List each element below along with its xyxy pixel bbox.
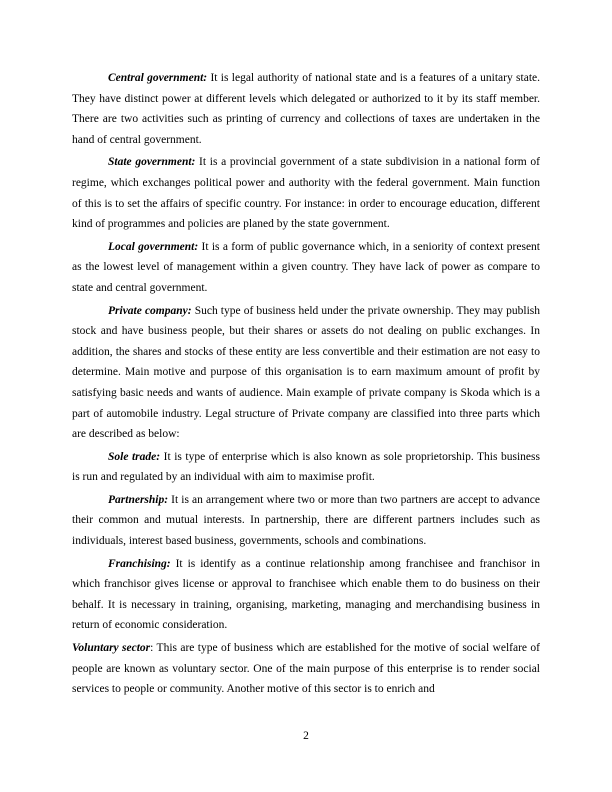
paragraph-text: It is an arrangement where two or more than two partners are accept to advance their common and mutual interests. In partnership, there are different partners includes such as individuals, interest based business, governments, schools and combinations.: [72, 493, 540, 548]
page-number: 2: [303, 730, 309, 742]
term-partnership: Partnership:: [108, 493, 169, 506]
paragraph-central-government: [72, 68, 540, 150]
term-local-government: Local government:: [108, 240, 199, 253]
paragraph-voluntary-sector: [72, 638, 540, 700]
paragraph-text: It is type of enterprise which is also known as sole proprietorship. This business is run and regulated by an individual with aim to maximise profit.: [72, 450, 540, 484]
paragraph-text: It is legal authority of national state and is a features of a unitary state. They have distinct power at different levels which delegated or authorized to it by its staff member. There are two activities such as printing of currency and collections of taxes are undertaken in the hand of central government.: [72, 72, 540, 146]
paragraph-text: : This are type of business which are established for the motive of social welfare of people are known as voluntary sector. One of the main purpose of this enterprise is to render social services to people or community. Another motive of this sector is to enrich and: [72, 642, 540, 696]
paragraph-state-government: [72, 152, 540, 234]
term-central-government: Central government:: [108, 72, 208, 84]
term-franchising: Franchising:: [108, 557, 171, 570]
term-sole-trade: Sole trade:: [108, 450, 161, 463]
paragraph-text: It is identify as a continue relationship among franchisee and franchisor in which franchisor gives license or approval to franchisee which enable them to do business on their behalf. It is necessary in training, organising, marketing, managing and merchandising business in return of economic consideration.: [72, 557, 540, 632]
document-page: [72, 68, 540, 702]
paragraph-sole-trade: [72, 447, 540, 488]
paragraph-private-company: [72, 301, 540, 445]
paragraph-partnership: [72, 490, 540, 552]
paragraph-franchising: [72, 554, 540, 636]
term-state-government: State government:: [108, 156, 196, 169]
term-voluntary-sector: Voluntary sector: [72, 642, 151, 655]
paragraph-text: Such type of business held under the private ownership. They may publish stock and have business people, but their shares or assets do not dealing on public exchanges. In addition, the shares and stocks of these entity are less convertible and their estimation are not easy to determine. Main motive and purpose of this organisation is to earn maximum amount of profit by satisfying basic needs and wants of audience. Main example of private company is Skoda which is a part of automobile industry. Legal structure of Private company are classified into three parts which are described as below:: [72, 304, 541, 441]
paragraph-text: It is a provincial government of a state subdivision in a national form of regime, which exchanges political power and authority with the federal government. Main function of this is to set the affairs of specific country. For instance: in order to encourage education, different kind of programmes and policies are planed by the state government.: [72, 156, 540, 231]
term-private-company: Private company:: [108, 304, 192, 317]
paragraph-local-government: [72, 237, 540, 299]
paragraph-text: It is a form of public governance which, in a seniority of context present as the lowest level of management within a given country. They have lack of power as compare to state and central government.: [72, 240, 541, 294]
